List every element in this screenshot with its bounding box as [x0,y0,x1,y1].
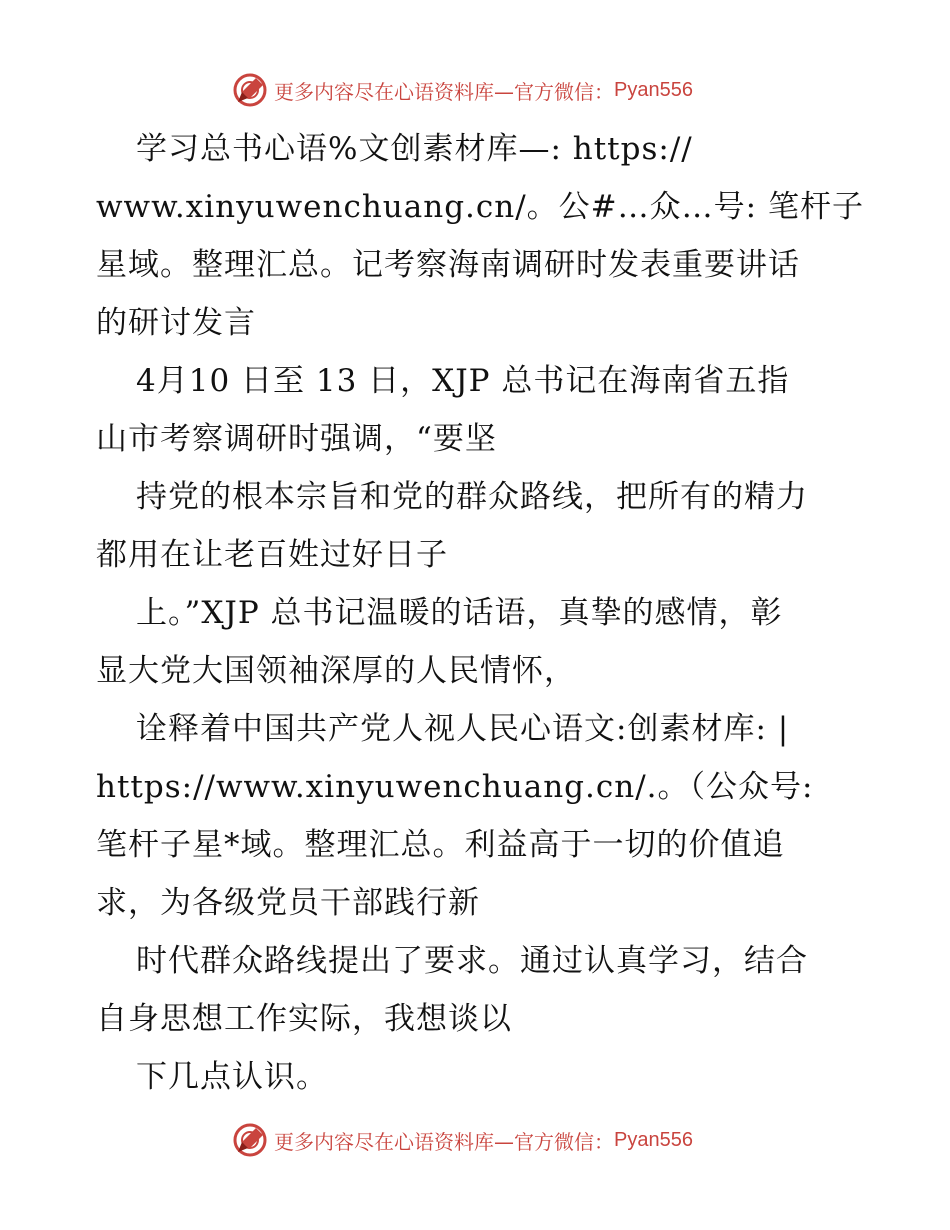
text-line: 上。”XJP 总书记温暖的话语，真挚的感情，彰 [136,595,783,631]
text-line: https://www.xinyuwenchuang.cn/.。（公众号: [96,769,814,805]
document-body [96,120,864,1106]
watermark-text: 更多内容尽在心语资料库—官方微信： [274,79,614,104]
text-line: 持党的根本宗旨和党的群众路线，把所有的精力 [136,479,808,515]
brand-logo-icon [232,1122,268,1158]
text-line: 都用在让老百姓过好日子 [96,537,448,573]
text-line: 星域。整理汇总。记考察海南调研时发表重要讲话 [96,247,800,283]
text-line: 学习总书心语%文创素材库—: https:// [136,131,693,167]
text-line: 4月10 日至 13 日，XJP 总书记在海南省五指 [136,363,790,399]
text-line: 求，为各级党员干部践行新 [96,885,480,921]
brand-logo-icon [232,72,268,108]
watermark-text: 更多内容尽在心语资料库—官方微信： [274,1129,614,1154]
text-line: 的研讨发言 [96,305,256,341]
text-line: 自身思想工作实际，我想谈以 [96,1001,512,1037]
text-line: 笔杆子星*域。整理汇总。利益高于一切的价值追 [96,827,785,863]
text-line: 诠释着中国共产党人视人民心语文:创素材库: | [136,711,790,747]
text-line: www.xinyuwenchuang.cn/。公#…众…号: 笔杆子 [96,189,864,225]
footer-watermark [232,1120,693,1160]
text-line: 山市考察调研时强调，“要坚 [96,421,497,457]
text-line: 时代群众路线提出了要求。通过认真学习，结合 [136,943,808,979]
text-line: 下几点认识。 [136,1059,328,1095]
watermark-wechat-id: Pyan556 [614,78,693,101]
text-line: 显大党大国领袖深厚的人民情怀， [96,653,576,689]
watermark-wechat-id: Pyan556 [614,1128,693,1151]
header-watermark [232,70,693,110]
